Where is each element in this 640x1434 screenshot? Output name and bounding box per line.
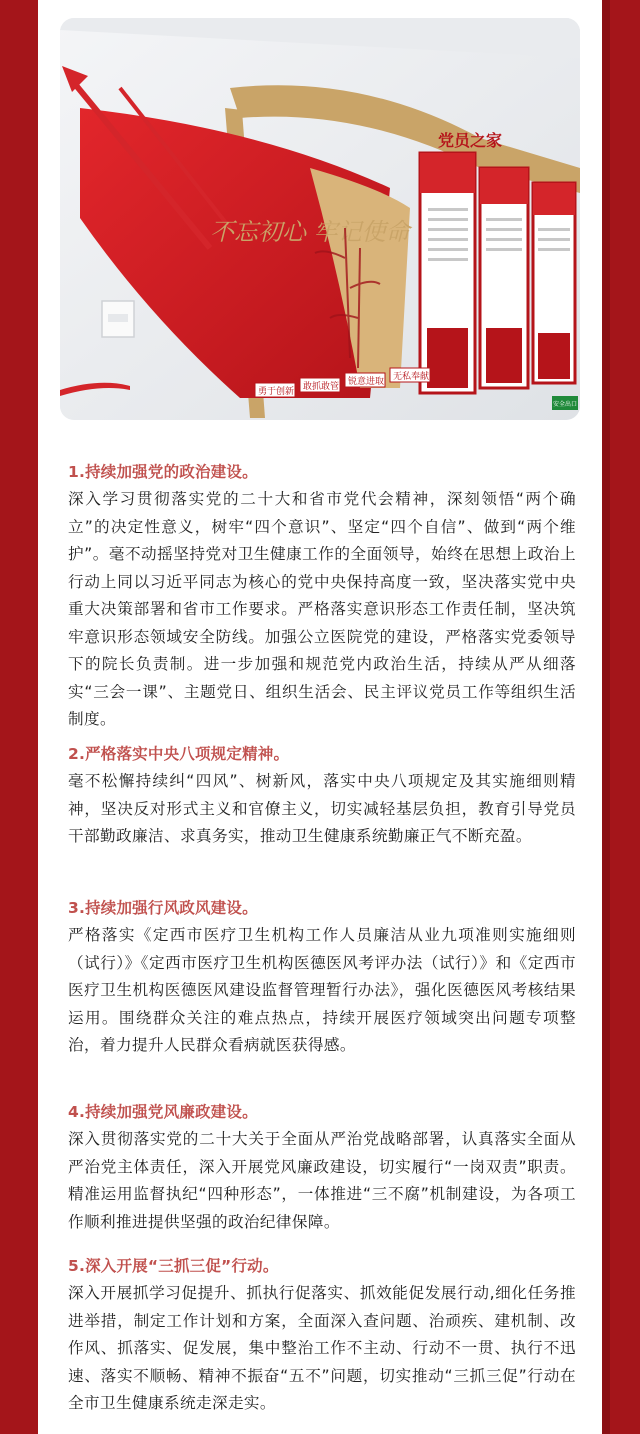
section-body: 深入开展抓学习促提升、抓执行促落实、抓效能促发展行动,细化任务推进举措，制定工作计划和方案，全面深入查问题、治顽疾、建机制、改作风、抓落实、促发展，集中整治工作不主动、行动不一贯、执行不迅速、落实不顺畅、精神不振奋“五不”问题，切实推动“三抓三促”行动在全市卫生健康系统走深走实。 <box>68 1284 576 1412</box>
photo-tag: 无私奉献 <box>393 372 430 382</box>
section-3 <box>68 894 576 1060</box>
section-body: 毫不松懈持续纠“四风”、树新风，落实中央八项规定及其实施细则精神，坚决反对形式主义和官僚主义，切实减轻基层负担，教育引导党员干部勤政廉洁、求真务实，推动卫生健康系统勤廉正气不断充盈。 <box>68 772 576 845</box>
section-1 <box>68 458 576 734</box>
party-culture-wall-photo <box>60 18 580 420</box>
section-body: 深入贯彻落实党的二十大关于全面从严治党战略部署，认真落实全面从严治党主体责任，深入开展党风廉政建设，切实履行“一岗双责”职责。精准运用监督执纪“四种形态”，一体推进“三不腐”机制建设，为各项工作顺利推进提供坚强的政治纪律保障。 <box>68 1130 576 1231</box>
section-heading: 1.持续加强党的政治建设。 <box>68 463 258 481</box>
section-5 <box>68 1252 576 1418</box>
section-heading: 4.持续加强党风廉政建设。 <box>68 1103 258 1121</box>
banner-slogan: 不忘初心 牢记使命 <box>210 218 410 246</box>
exit-sign: 安全出口 <box>553 401 578 408</box>
photo-tag: 锐意进取 <box>348 377 385 387</box>
section-4 <box>68 1098 576 1236</box>
article-content <box>38 0 602 1434</box>
section-heading: 5.深入开展“三抓三促”行动。 <box>68 1257 279 1275</box>
right-border-stripe <box>602 0 610 1434</box>
section-2 <box>68 740 576 851</box>
photo-tag: 敢抓敢管 <box>303 382 340 392</box>
section-heading: 2.严格落实中央八项规定精神。 <box>68 745 290 763</box>
section-heading: 3.持续加强行风政风建设。 <box>68 899 258 917</box>
left-border <box>0 0 38 1434</box>
section-body: 深入学习贯彻落实党的二十大和省市党代会精神，深刻领悟“两个确立”的决定性意义，树牢“四个意识”、坚定“四个自信”、做到“两个维护”。毫不动摇坚持党对卫生健康工作的全面领导，始终在思想上政治上行动上同以习近平同志为核心的党中央保持高度一致，坚决落实党中央重大决策部署和省市工作要求。严格落实意识形态工作责任制，坚决筑牢意识形态领域安全防线。加强公立医院党的建设，严格落实党委领导下的院长负责制。进一步加强和规范党内政治生活，持续从严从细落实“三会一课”、主题党日、组织生活会、民主评议党员工作等组织生活制度。 <box>68 490 576 728</box>
photo-tag: 勇于创新 <box>258 387 295 397</box>
section-body: 严格落实《定西市医疗卫生机构工作人员廉洁从业九项准则实施细则（试行）》《定西市医疗卫生机构医德医风考评办法（试行）》和《定西市医疗卫生机构医德医风建设监督管理暂行办法》，强化医德医风考核结果运用。围绕群众关注的难点热点，持续开展医疗领域突出问题专项整治，着力提升人民群众看病就医获得感。 <box>68 926 576 1054</box>
wall-heading: 党员之家 <box>438 131 503 150</box>
